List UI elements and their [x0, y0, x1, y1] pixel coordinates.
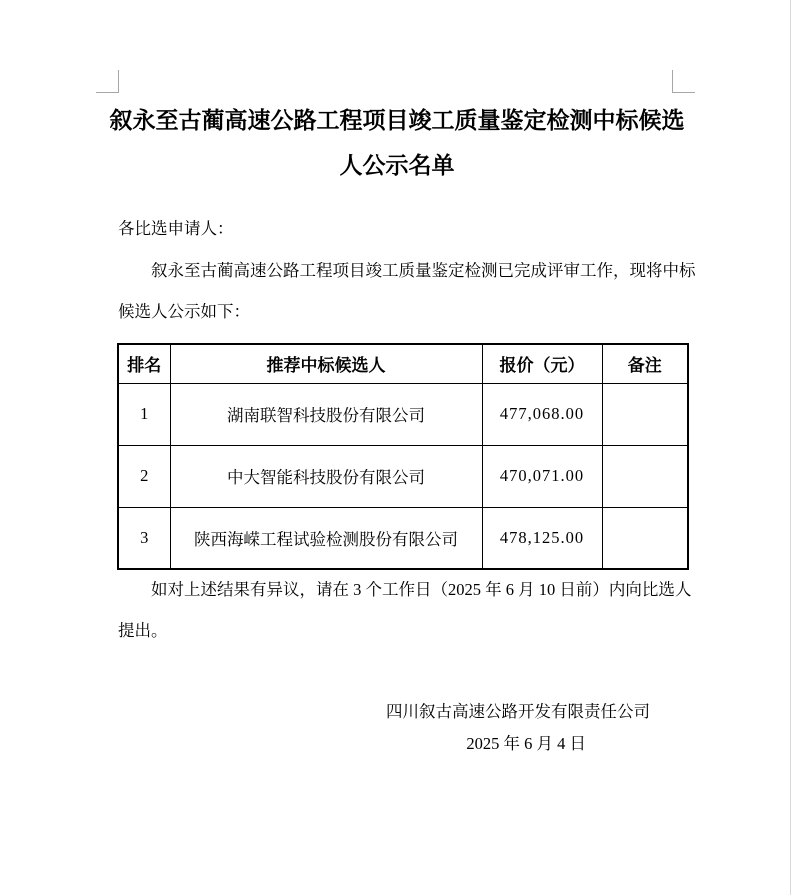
signature-date: 2025 年 6 月 4 日	[466, 734, 586, 753]
margin-corner-mark-top-left	[96, 70, 119, 93]
rank-cell: 2	[118, 445, 170, 507]
header-rank: 排名	[118, 344, 170, 383]
bid-candidates-table	[117, 343, 689, 570]
price-cell: 478,125.00	[482, 507, 602, 569]
table-row	[118, 445, 688, 507]
document-title-line2: 人公示名单	[339, 153, 455, 178]
objection-paragraph-line2: 提出。	[118, 621, 168, 640]
margin-corner-mark-top-right	[672, 70, 695, 93]
candidate-cell: 湖南联智科技股份有限公司	[170, 383, 482, 445]
note-cell	[602, 383, 688, 445]
rank-cell: 1	[118, 383, 170, 445]
table-header-row	[118, 344, 688, 383]
price-cell: 470,071.00	[482, 445, 602, 507]
signature-company: 四川叙古高速公路开发有限责任公司	[386, 702, 650, 721]
intro-paragraph-line1: 叙永至古蔺高速公路工程项目竣工质量鉴定检测已完成评审工作，现将中标	[151, 261, 696, 280]
price-cell: 477,068.00	[482, 383, 602, 445]
page-right-edge-line	[790, 0, 791, 895]
rank-cell: 3	[118, 507, 170, 569]
header-candidate: 推荐中标候选人	[170, 344, 482, 383]
note-cell	[602, 445, 688, 507]
note-cell	[602, 507, 688, 569]
salutation-text: 各比选申请人：	[118, 219, 234, 238]
table-row	[118, 507, 688, 569]
document-title-line1: 叙永至古蔺高速公路工程项目竣工质量鉴定检测中标候选	[109, 108, 685, 133]
header-price: 报价（元）	[482, 344, 602, 383]
candidate-cell: 中大智能科技股份有限公司	[170, 445, 482, 507]
objection-paragraph-line1: 如对上述结果有异议，请在 3 个工作日（2025 年 6 月 10 日前）内向比选人	[151, 580, 692, 599]
header-note: 备注	[602, 344, 688, 383]
document-title	[104, 98, 690, 188]
candidate-cell: 陕西海嵘工程试验检测股份有限公司	[170, 507, 482, 569]
intro-paragraph-line2: 候选人公示如下：	[118, 302, 250, 321]
table-row	[118, 383, 688, 445]
